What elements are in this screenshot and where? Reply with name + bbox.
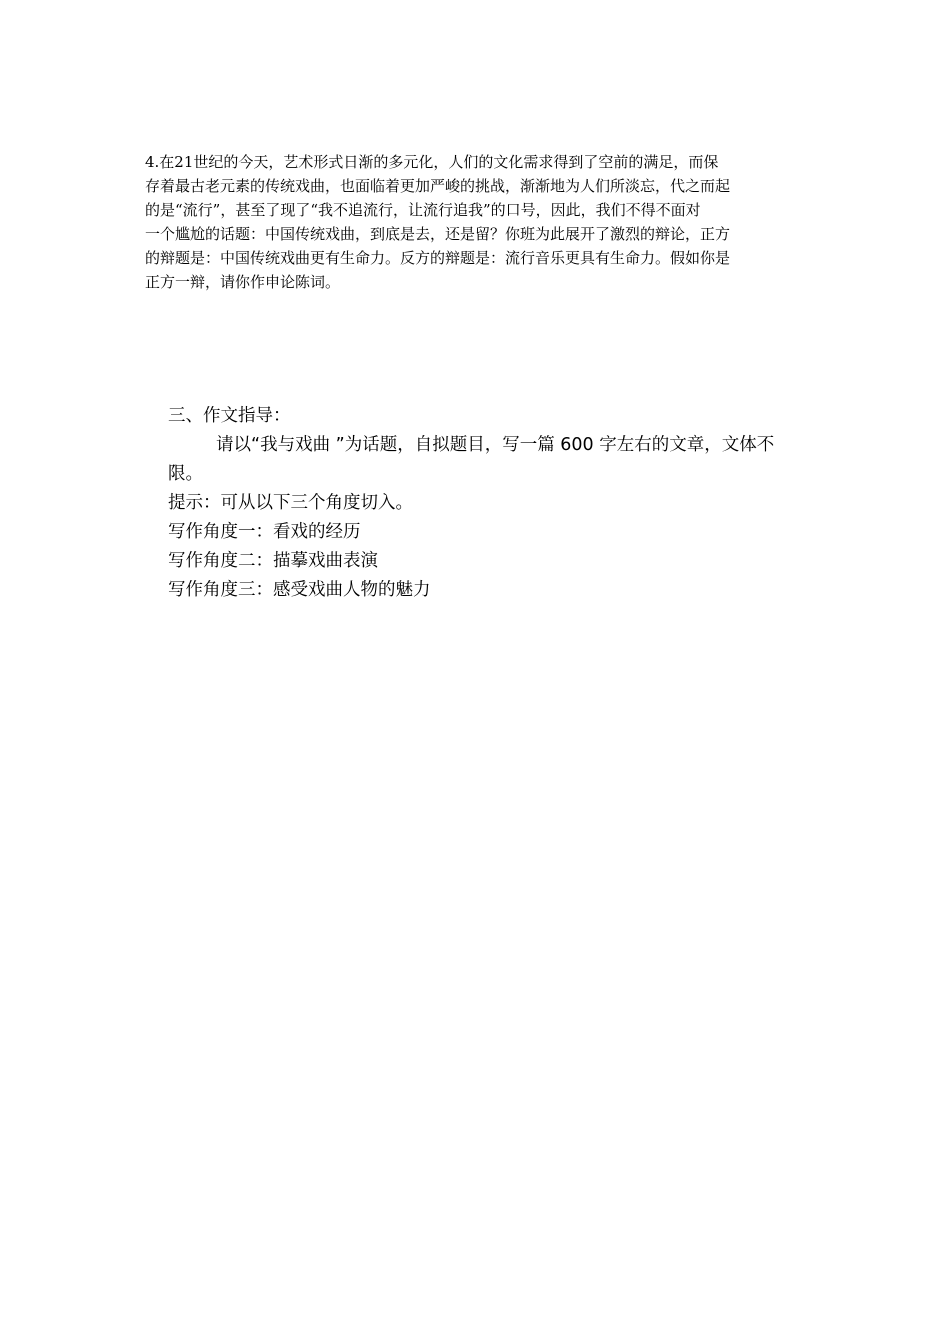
question-4-line: 正方一辩，请你作申论陈词。 (145, 273, 341, 291)
writing-angle-2: 写作角度二：描摹戏曲表演 (168, 551, 378, 571)
writing-prompt-continued: 限。 (168, 464, 203, 484)
question-4-line: 4.在21世纪的今天，艺术形式日渐的多元化，人们的文化需求得到了空前的满足，而保 (145, 153, 719, 171)
question-4-line: 存着最古老元素的传统戏曲，也面临着更加严峻的挑战，渐渐地为人们所淡忘，代之而起 (145, 177, 731, 195)
question-4 (145, 150, 810, 294)
writing-hint: 提示：可从以下三个角度切入。 (168, 493, 413, 513)
question-4-line: 的是“流行”，甚至了现了“我不追流行，让流行追我”的口号，因此，我们不得不面对 (145, 201, 701, 219)
writing-angle-1: 写作角度一：看戏的经历 (168, 522, 361, 542)
section-heading: 三、作文指导： (168, 406, 291, 426)
writing-guidance-section (168, 402, 833, 605)
writing-angle-3: 写作角度三：感受戏曲人物的魅力 (168, 580, 431, 600)
question-4-line: 一个尴尬的话题：中国传统戏曲，到底是去，还是留？你班为此展开了激烈的辩论，正方 (145, 225, 731, 243)
question-4-line: 的辩题是：中国传统戏曲更有生命力。反方的辩题是：流行音乐更具有生命力。假如你是 (145, 249, 731, 267)
writing-prompt: 请以“我与戏曲 ”为话题，自拟题目，写一篇 600 字左右的文章，文体不 (216, 435, 775, 455)
